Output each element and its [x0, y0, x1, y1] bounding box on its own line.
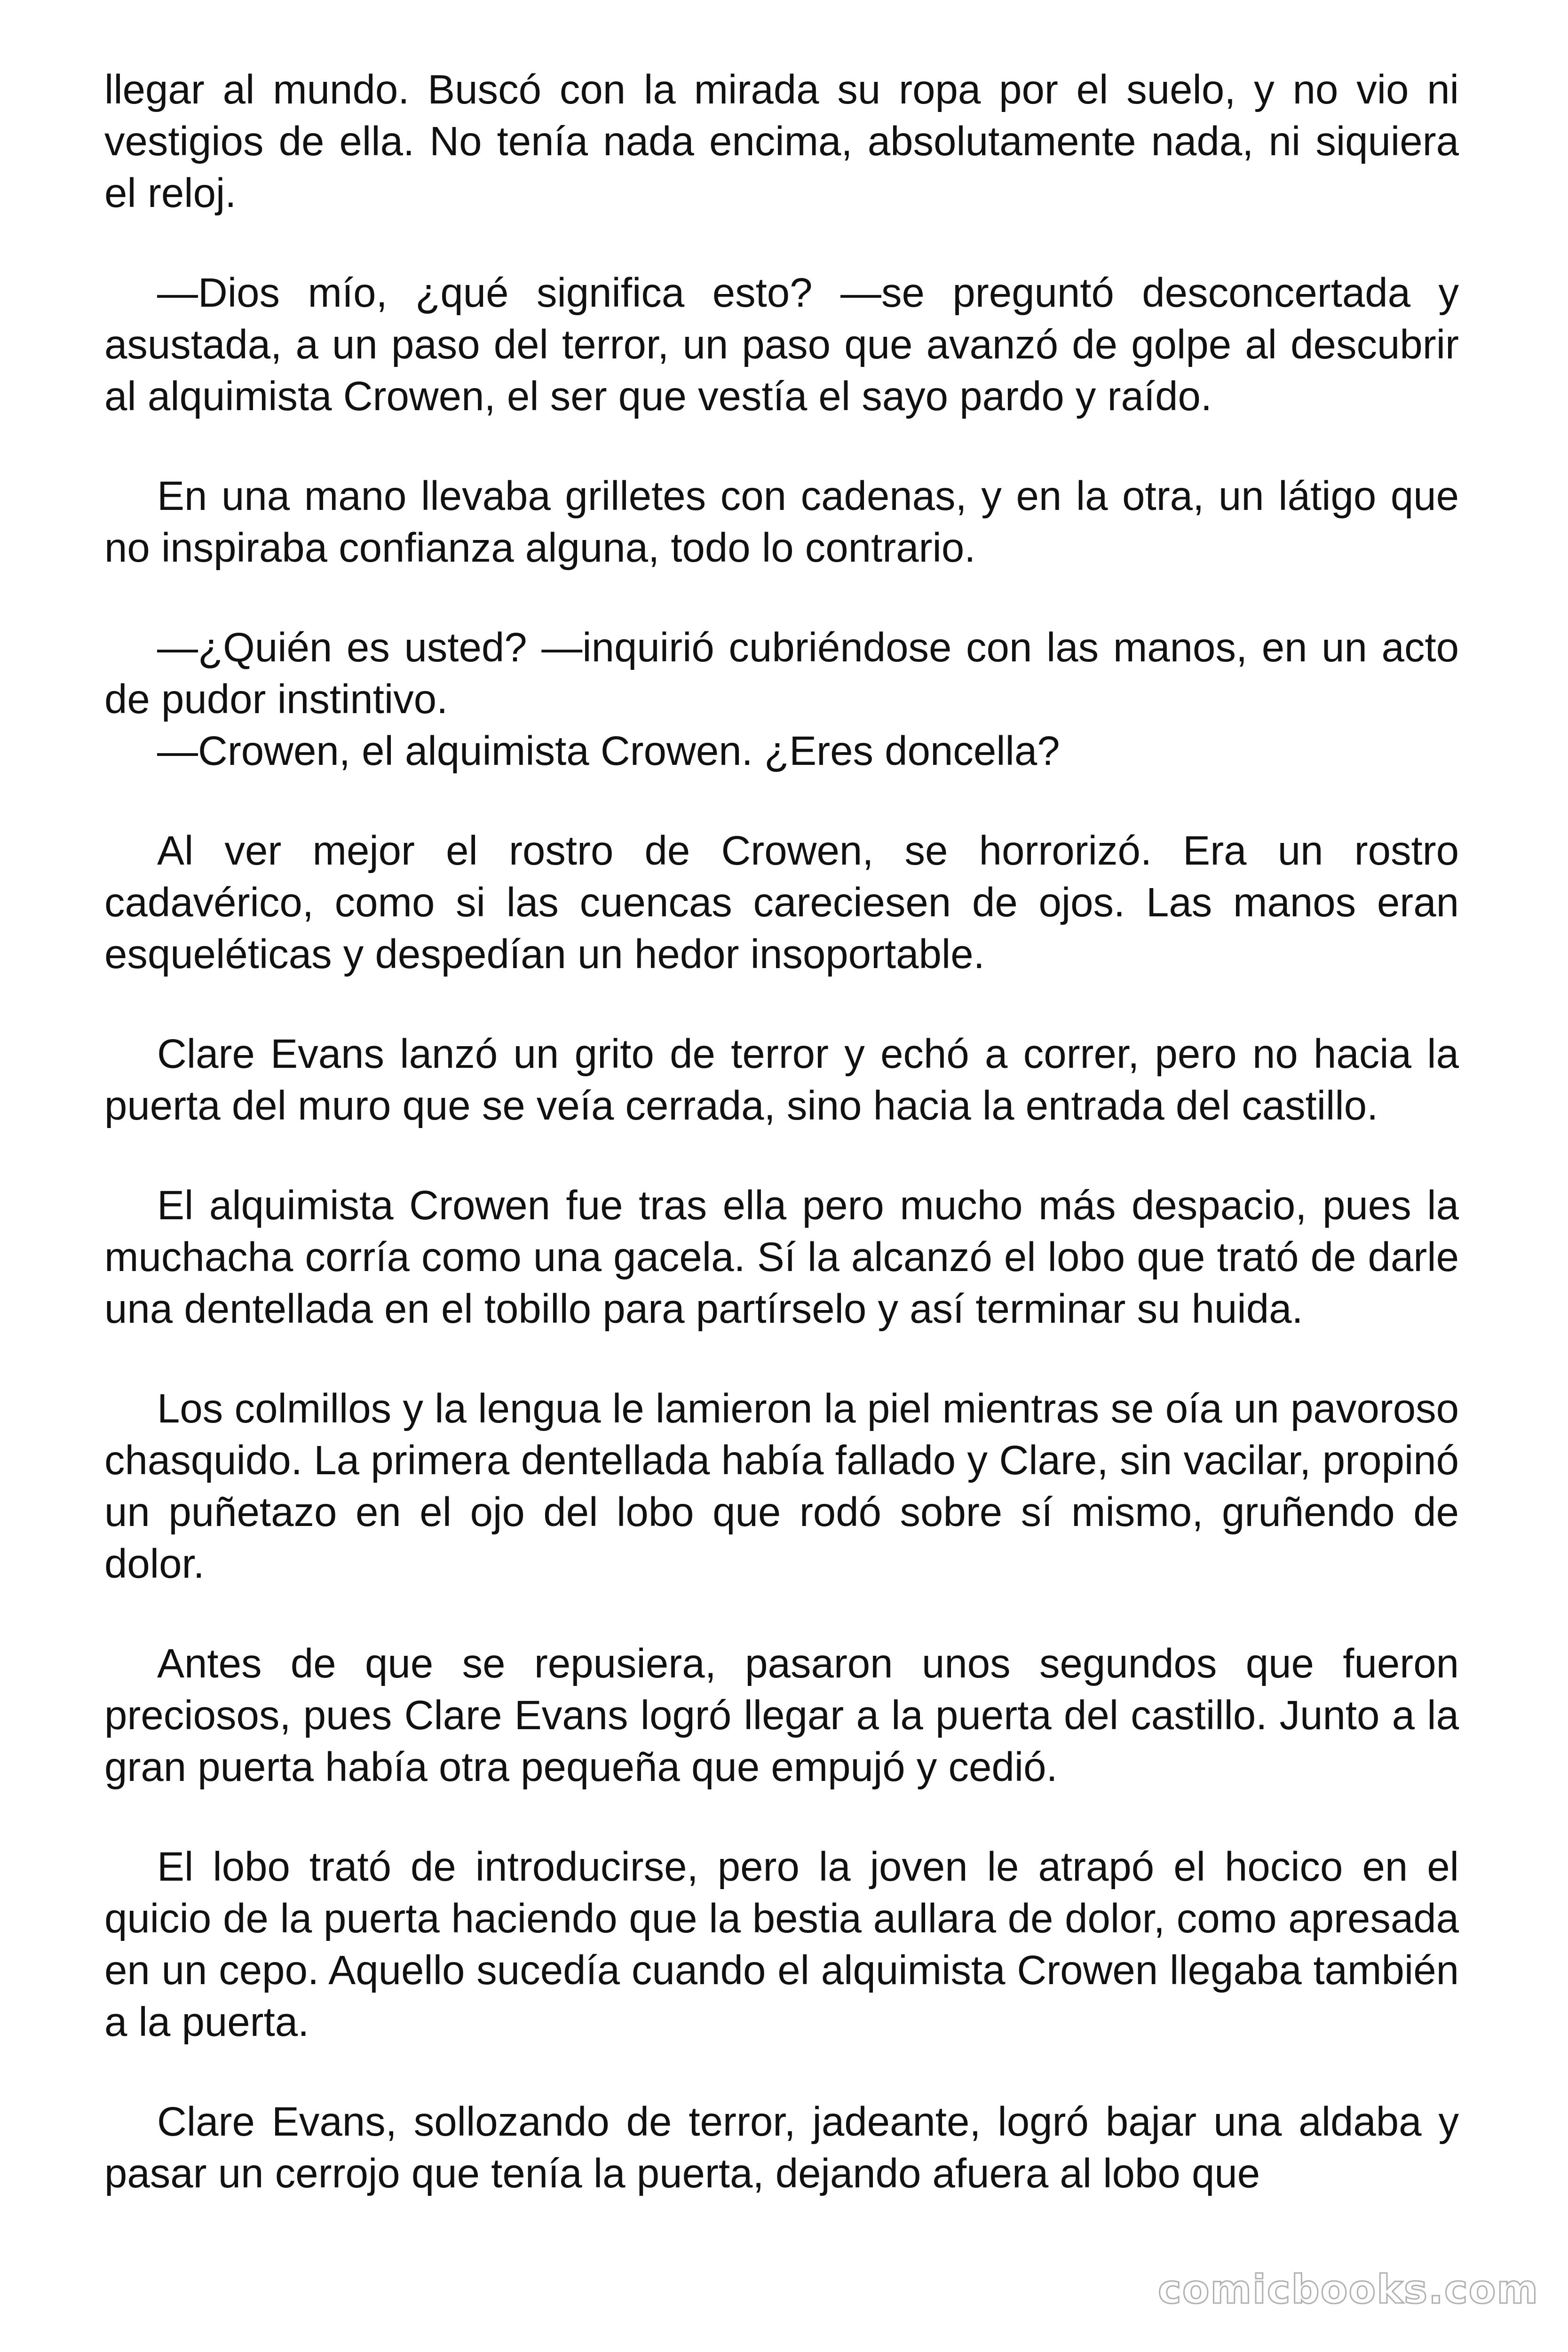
- watermark: comicbooks.com: [1158, 2266, 1539, 2312]
- paragraph-4: —¿Quién es usted? —inquirió cubriéndose con las manos, en un acto de pudor instintivo.: [104, 625, 1459, 722]
- paragraph-5: —Crowen, el alquimista Crowen. ¿Eres doncella?: [157, 728, 1060, 774]
- paragraph-7: Clare Evans lanzó un grito de terror y echó a correr, pero no hacia la puerta del muro que se veía cerrada, sino hacia la entrada del castillo.: [104, 1031, 1459, 1128]
- paragraph-9: Los colmillos y la lengua le lamieron la piel mientras se oía un pavoroso chasquido. La primera dentellada había fallado y Clare, sin vacilar, propinó un puñetazo en el ojo del lobo que rodó sobre sí mismo, gruñendo de dolor.: [104, 1386, 1459, 1587]
- body-text: [104, 64, 1459, 2200]
- paragraph-2: —Dios mío, ¿qué significa esto? —se preguntó desconcertada y asustada, a un paso del terror, un paso que avanzó de golpe al descubrir al alquimista Crowen, el ser que vestía el sayo pardo y raído.: [104, 270, 1459, 419]
- paragraph-10: Antes de que se repusiera, pasaron unos segundos que fueron preciosos, pues Clare Evans logró llegar a la puerta del castillo. Junto a la gran puerta había otra pequeña que empujó y cedió.: [104, 1641, 1459, 1790]
- paragraph-3: En una mano llevaba grilletes con cadenas, y en la otra, un látigo que no inspiraba confianza alguna, todo lo contrario.: [104, 473, 1459, 571]
- paragraph-8: El alquimista Crowen fue tras ella pero mucho más despacio, pues la muchacha corría como una gacela. Sí la alcanzó el lobo que trató de darle una dentellada en el tobillo para partírselo y así terminar su huida.: [104, 1183, 1459, 1332]
- paragraph-11: El lobo trató de introducirse, pero la joven le atrapó el hocico en el quicio de la puerta haciendo que la bestia aullara de dolor, como apresada en un cepo. Aquello sucedía cuando el alquimista Crowen llegaba también a la puerta.: [104, 1844, 1459, 2045]
- paragraph-12: Clare Evans, sollozando de terror, jadeante, logró bajar una aldaba y pasar un cerrojo que tenía la puerta, dejando afuera al lobo que: [104, 2099, 1459, 2196]
- paragraph-6: Al ver mejor el rostro de Crowen, se horrorizó. Era un rostro cadavérico, como si las cuencas careciesen de ojos. Las manos eran esqueléticas y despedían un hedor insoportable.: [104, 828, 1459, 977]
- paragraph-1: llegar al mundo. Buscó con la mirada su ropa por el suelo, y no vio ni vestigios de ella. No tenía nada encima, absolutamente nada, ni siquiera el reloj.: [104, 67, 1459, 216]
